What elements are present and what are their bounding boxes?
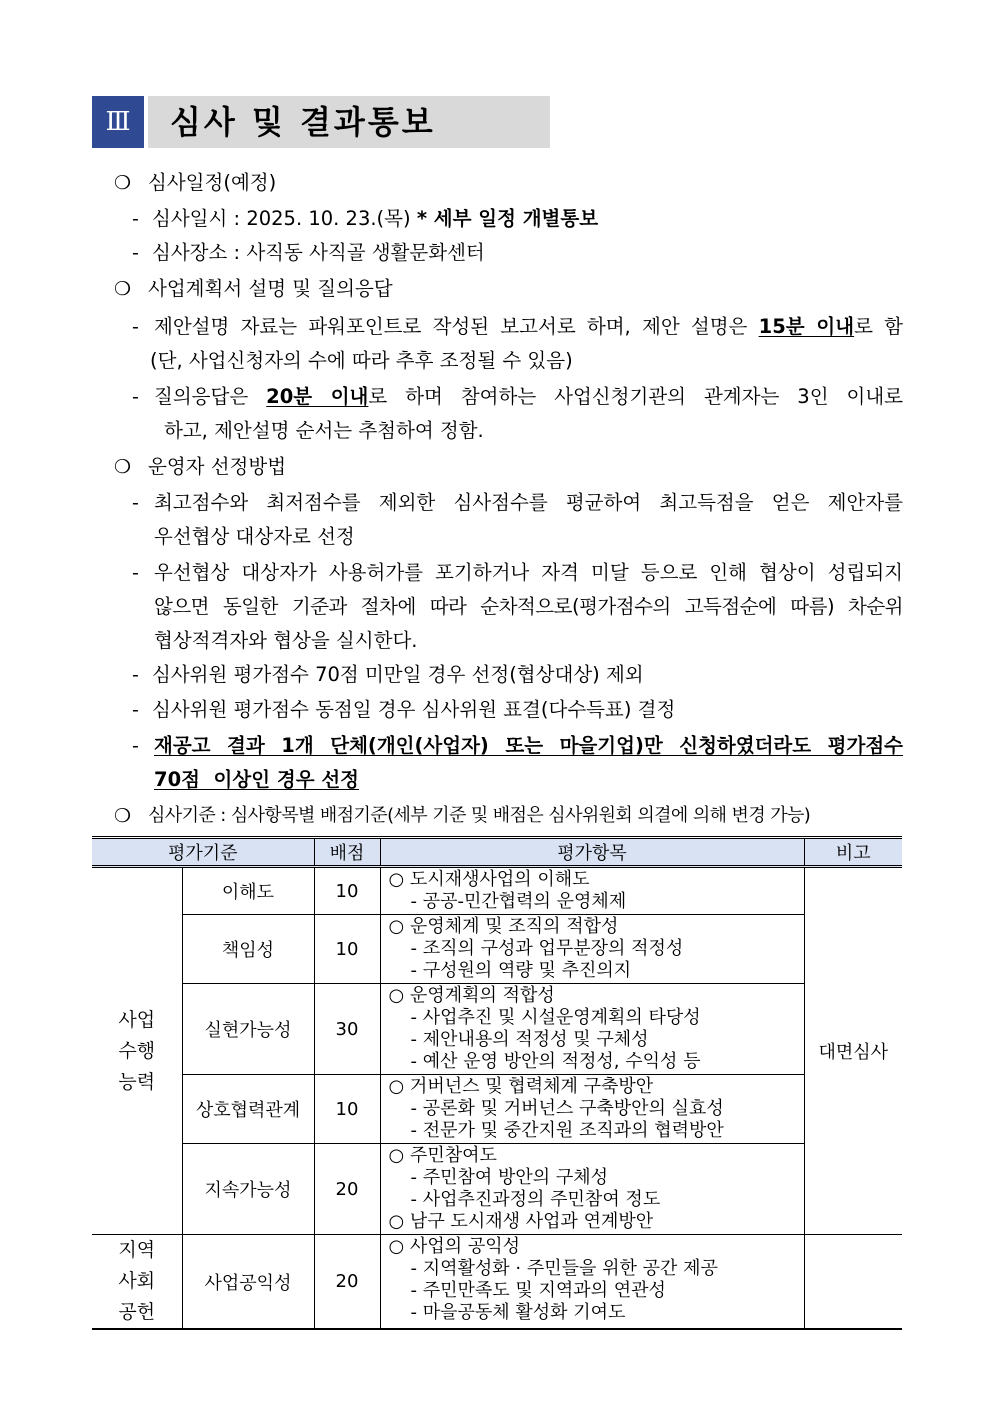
criterion-items: ○ 운영계획의 적합성 - 사업추진 및 시설운영계획의 타당성 - 제안내용의 적정성 및 구체성 - 예산 운영 방안의 적정성, 수익성 등 [380, 984, 804, 1075]
presentation-item1-line1: 제안설명 자료는 파워포인트로 작성된 보고서로 하며, 제안 설명은 15분 이내로 함 [154, 315, 903, 338]
table-header-row [92, 838, 902, 867]
table-row [92, 984, 902, 1075]
column-header: 평가기준 [92, 838, 314, 867]
dash-icon: - [132, 664, 139, 686]
dash-icon: - [132, 699, 139, 721]
table-row [92, 1075, 902, 1144]
selection-item3: 심사위원 평가점수 70점 미만일 경우 선정(협상대상) 제외 [152, 663, 644, 686]
criterion-score: 20 [314, 1235, 380, 1330]
schedule-heading: 심사일정(예정) [148, 171, 277, 194]
criteria-table [92, 836, 902, 1330]
criterion-name: 이해도 [182, 867, 314, 915]
selection-item1-line2: 우선협상 대상자로 선정 [154, 525, 355, 548]
criterion-name: 실현가능성 [182, 984, 314, 1075]
criterion-score: 10 [314, 867, 380, 915]
criterion-score: 30 [314, 984, 380, 1075]
section-title-box [148, 96, 550, 148]
selection-item5-line1: 재공고 결과 1개 단체(개인(사업자) 또는 마을기업)만 신청하였더라도 평가점수 [154, 734, 903, 757]
selection-heading: 운영자 선정방법 [148, 455, 287, 478]
bullet-icon: ❍ [114, 456, 132, 478]
criterion-items: ○ 거버넌스 및 협력체계 구축방안 - 공론화 및 거버넌스 구축방안의 실효성 - 전문가 및 중간지원 조직과의 협력방안 [380, 1075, 804, 1144]
dash-icon: - [132, 208, 139, 230]
criterion-score: 10 [314, 1075, 380, 1144]
selection-item2-line2: 않으면 동일한 기준과 절차에 따라 순차적으로(평가점수의 고득점순에 따름) 차순위 [154, 595, 903, 618]
criterion-items: ○ 도시재생사업의 이해도 - 공공-민간협력의 운영체제 [380, 867, 804, 915]
presentation-item2-line2: 하고, 제안설명 순서는 추첨하여 정함. [164, 419, 484, 442]
criterion-score: 20 [314, 1144, 380, 1235]
section-number: Ⅲ [92, 96, 144, 148]
bullet-icon: ❍ [114, 278, 132, 300]
presentation-heading: 사업계획서 설명 및 질의응답 [148, 277, 393, 300]
dash-icon: - [132, 242, 139, 264]
note-cell-empty [804, 1235, 902, 1330]
presentation-time-limit: 15분 이내 [758, 315, 855, 338]
category-cell: 지역 사회 공헌 [92, 1235, 182, 1330]
criterion-name: 상호협력관계 [182, 1075, 314, 1144]
presentation-item2-line1: 질의응답은 20분 이내로 하며 참여하는 사업신청기관의 관계자는 3인 이내로 [154, 385, 904, 408]
criterion-items: ○ 사업의 공익성 - 지역활성화 · 주민들을 위한 공간 제공 - 주민만족도 및 지역과의 연관성 - 마을공동체 활성화 기여도 [380, 1235, 804, 1330]
category-cell: 사업 수행 능력 [92, 867, 182, 1235]
column-header: 배점 [314, 838, 380, 867]
schedule-date: 심사일시 : 2025. 10. 23.(목) * 세부 일정 개별통보 [152, 207, 599, 230]
criterion-score: 10 [314, 915, 380, 984]
dash-icon: - [132, 386, 139, 408]
section-header [92, 96, 550, 148]
selection-item2-line3: 협상적격자와 협상을 실시한다. [154, 629, 418, 652]
selection-item1-line1: 최고점수와 최저점수를 제외한 심사점수를 평균하여 최고득점을 얻은 제안자를 [154, 491, 903, 514]
criterion-name: 지속가능성 [182, 1144, 314, 1235]
selection-item5-line2: 70점 이상인 경우 선정 [154, 768, 359, 791]
selection-item2-line1: 우선협상 대상자가 사용허가를 포기하거나 자격 미달 등으로 인해 협상이 성립되지 [154, 561, 903, 584]
presentation-item1-line2: (단, 사업신청자의 수에 따라 추후 조정될 수 있음) [150, 349, 573, 372]
qa-time-limit: 20분 이내 [266, 385, 369, 408]
column-header: 평가항목 [380, 838, 804, 867]
table-row [92, 915, 902, 984]
dash-icon: - [132, 316, 139, 338]
dash-icon: - [132, 735, 139, 757]
selection-item4: 심사위원 평가점수 동점일 경우 심사위원 표결(다수득표) 결정 [152, 698, 676, 721]
column-header: 비고 [804, 838, 902, 867]
note-cell: 대면심사 [804, 867, 902, 1235]
bullet-icon: ❍ [114, 805, 132, 827]
criterion-name: 책임성 [182, 915, 314, 984]
schedule-date-note: * 세부 일정 개별통보 [416, 207, 599, 230]
criterion-items: ○ 주민참여도 - 주민참여 방안의 구체성 - 사업추진과정의 주민참여 정도 ○ 남구 도시재생 사업과 연계방안 [380, 1144, 804, 1235]
criterion-name: 사업공익성 [182, 1235, 314, 1330]
criteria-heading: 심사기준 : 심사항목별 배점기준(세부 기준 및 배점은 심사위원회 의결에 의해 변경 가능) [148, 805, 811, 826]
table-row [92, 1235, 902, 1330]
dash-icon: - [132, 492, 139, 514]
section-title: 심사 및 결과통보 [170, 103, 436, 141]
schedule-place: 심사장소 : 사직동 사직골 생활문화센터 [152, 241, 485, 264]
table-row [92, 867, 902, 915]
dash-icon: - [132, 562, 139, 584]
criterion-items: ○ 운영체계 및 조직의 적합성 - 조직의 구성과 업무분장의 적정성 - 구성원의 역량 및 추진의지 [380, 915, 804, 984]
table-row [92, 1144, 902, 1235]
bullet-icon: ❍ [114, 172, 132, 194]
